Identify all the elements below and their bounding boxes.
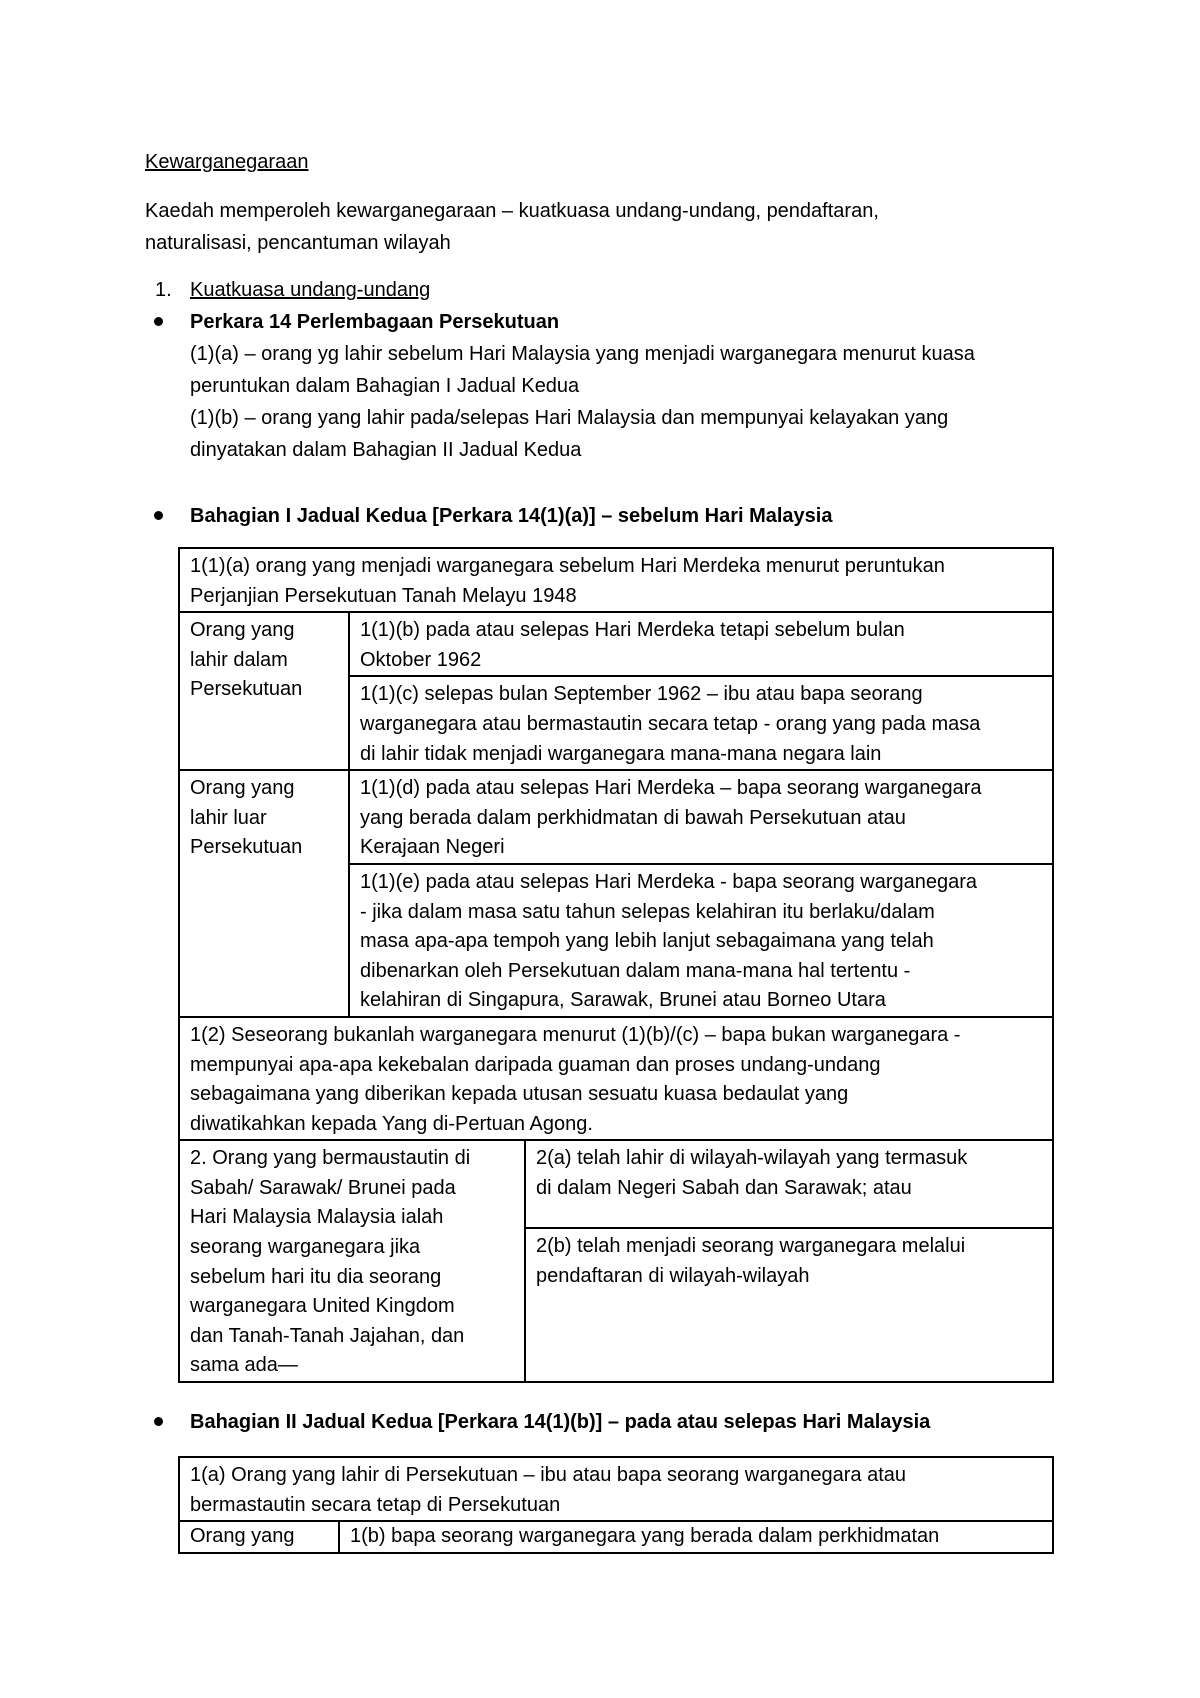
- cell-text: Orang yang: [190, 777, 295, 800]
- cell-text: Sabah/ Sarawak/ Brunei pada: [190, 1176, 456, 1199]
- cell-text: yang berada dalam perkhidmatan di bawah Persekutuan atau: [360, 806, 906, 829]
- cell-text: warganegara atau bermastautin secara tetap - orang yang pada masa: [360, 712, 981, 735]
- bullet-icon: [154, 511, 163, 520]
- table-cell: [179, 1457, 1053, 1521]
- table-cell: [349, 676, 1053, 770]
- cell-text: 1(1)(b) pada atau selepas Hari Merdeka tetapi sebelum bulan: [360, 619, 905, 642]
- bullet-icon: [154, 317, 163, 326]
- cell-text: diwatikahkan kepada Yang di-Pertuan Agong.: [190, 1112, 593, 1135]
- cell-text: sebelum hari itu dia seorang: [190, 1265, 442, 1288]
- cell-text: Perjanjian Persekutuan Tanah Melayu 1948: [190, 584, 577, 607]
- cell-text: sama ada—: [190, 1354, 298, 1377]
- bullet-text-line: peruntukan dalam Bahagian I Jadual Kedua: [190, 375, 580, 397]
- bullet-title-bahagian-ii: Bahagian II Jadual Kedua [Perkara 14(1)(b)] – pada atau selepas Hari Malaysia: [190, 1411, 931, 1433]
- cell-text: - jika dalam masa satu tahun selepas kelahiran itu berlaku/dalam: [360, 900, 935, 923]
- cell-text: di dalam Negeri Sabah dan Sarawak; atau: [536, 1176, 912, 1199]
- table-cell: [179, 1017, 1053, 1140]
- cell-text: Kerajaan Negeri: [360, 836, 505, 859]
- cell-text: Orang yang: [190, 619, 295, 642]
- cell-text: 2(a) telah lahir di wilayah-wilayah yang termasuk: [536, 1147, 968, 1170]
- table-bahagian-ii: [178, 1456, 1054, 1554]
- cell-text: 1(a) Orang yang lahir di Persekutuan – ibu atau bapa seorang warganegara atau: [190, 1464, 907, 1486]
- cell-text: sebagaimana yang diberikan kepada utusan sesuatu kuasa bedaulat yang: [190, 1083, 849, 1106]
- table-cell-born-in: [179, 612, 349, 770]
- cell-text: 1(b) bapa seorang warganegara yang berada dalam perkhidmatan: [350, 1525, 940, 1548]
- cell-text: Persekutuan: [190, 836, 303, 859]
- cell-text: lahir luar: [190, 806, 267, 829]
- cell-text: 1(1)(e) pada atau selepas Hari Merdeka - bapa seorang warganegara: [360, 870, 978, 893]
- cell-text: seorang warganegara jika: [190, 1236, 421, 1259]
- cell-text: 2. Orang yang bermaustautin di: [190, 1147, 471, 1170]
- cell-text: Persekutuan: [190, 678, 303, 701]
- bullet-title-bahagian-i: Bahagian I Jadual Kedua [Perkara 14(1)(a)] – sebelum Hari Malaysia: [190, 505, 833, 527]
- table-cell: [525, 1140, 1053, 1228]
- table-bahagian-i: [178, 547, 1054, 1383]
- bullet-title-perkara14: Perkara 14 Perlembagaan Persekutuan: [190, 311, 560, 333]
- intro-line-1: Kaedah memperoleh kewarganegaraan – kuatkuasa undang-undang, pendaftaran,: [145, 200, 879, 222]
- bullet-icon: [154, 1417, 163, 1426]
- cell-text: dan Tanah-Tanah Jajahan, dan: [190, 1324, 465, 1347]
- bullet-text-line: (1)(a) – orang yg lahir sebelum Hari Malaysia yang menjadi warganegara menurut kuasa: [190, 343, 975, 365]
- cell-text: lahir dalam: [190, 648, 288, 671]
- table-cell: [349, 612, 1053, 676]
- table-cell: [179, 1521, 339, 1553]
- cell-text: pendaftaran di wilayah-wilayah: [536, 1264, 810, 1287]
- cell-text: Hari Malaysia Malaysia ialah: [190, 1206, 444, 1229]
- cell-text: 1(1)(d) pada atau selepas Hari Merdeka – bapa seorang warganegara: [360, 777, 982, 800]
- intro-line-2: naturalisasi, pencantuman wilayah: [145, 232, 451, 254]
- cell-text: 1(2) Seseorang bukanlah warganegara menurut (1)(b)/(c) – bapa bukan warganegara -: [190, 1023, 961, 1046]
- section-title: Kuatkuasa undang-undang: [190, 279, 431, 301]
- cell-text: di lahir tidak menjadi warganegara mana-mana negara lain: [360, 742, 882, 765]
- cell-text: warganegara United Kingdom: [190, 1295, 455, 1318]
- table-cell: [339, 1521, 1053, 1553]
- cell-text: masa apa-apa tempoh yang lebih lanjut sebagaimana yang telah: [360, 930, 934, 953]
- section-number: 1.: [155, 279, 172, 301]
- table-cell-sabah-sarawak: [179, 1140, 525, 1382]
- cell-text: bermastautin secara tetap di Persekutuan: [190, 1493, 561, 1516]
- table-cell-born-out: [179, 770, 349, 1017]
- cell-text: 2(b) telah menjadi seorang warganegara melalui: [536, 1235, 966, 1258]
- cell-text: 1(1)(a) orang yang menjadi warganegara sebelum Hari Merdeka menurut peruntukan: [190, 555, 945, 577]
- table-cell: [349, 864, 1053, 1017]
- bullet-text-line: (1)(b) – orang yang lahir pada/selepas Hari Malaysia dan mempunyai kelayakan yang: [190, 407, 949, 429]
- table-cell: [349, 770, 1053, 864]
- table-cell: [525, 1228, 1053, 1382]
- cell-text: Orang yang: [190, 1525, 295, 1548]
- cell-text: dibenarkan oleh Persekutuan dalam mana-mana hal tertentu -: [360, 959, 911, 982]
- cell-text: 1(1)(c) selepas bulan September 1962 – ibu atau bapa seorang: [360, 683, 923, 706]
- cell-text: kelahiran di Singapura, Sarawak, Brunei atau Borneo Utara: [360, 989, 886, 1012]
- table-cell: [179, 548, 1053, 612]
- cell-text: Oktober 1962: [360, 648, 482, 671]
- bullet-text-line: dinyatakan dalam Bahagian II Jadual Kedua: [190, 439, 582, 461]
- cell-text: mempunyai apa-apa kekebalan daripada guaman dan proses undang-undang: [190, 1053, 881, 1076]
- page-title: Kewarganegaraan: [145, 151, 309, 173]
